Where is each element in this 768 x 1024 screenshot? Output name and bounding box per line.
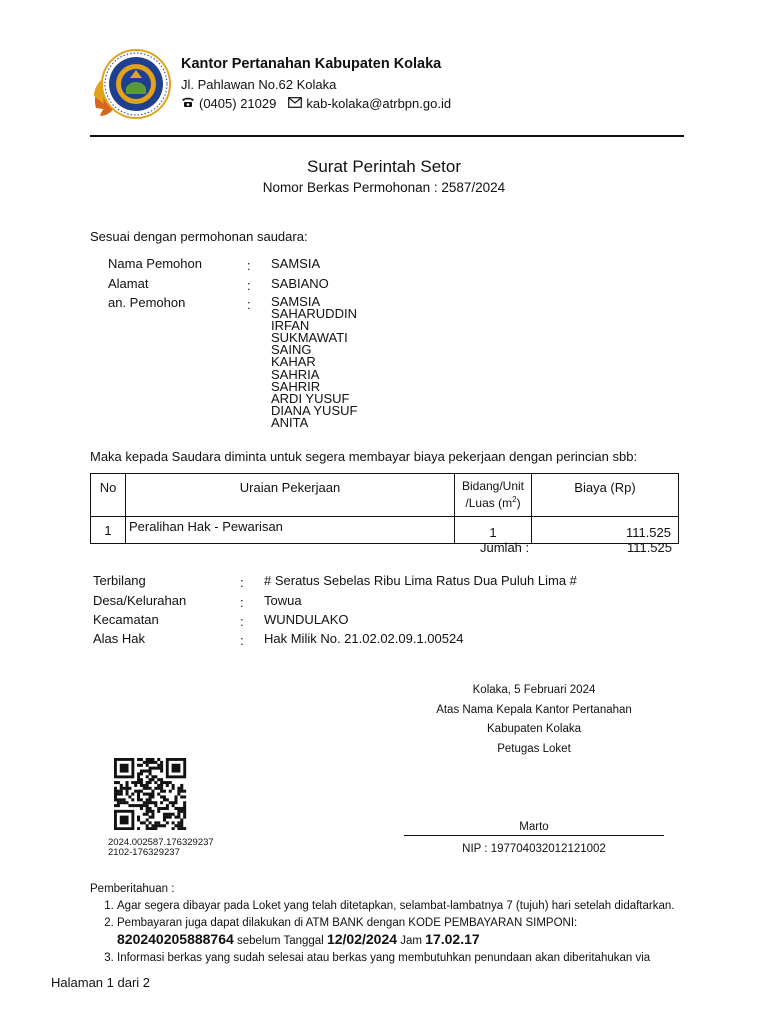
header-uraian: Uraian Pekerjaan bbox=[126, 474, 455, 517]
desa-label: Desa/Kelurahan bbox=[93, 593, 187, 608]
qr-code-line1: 2024.002587.176329237 bbox=[108, 837, 214, 848]
signatory-name: Marto bbox=[519, 821, 549, 833]
header-divider bbox=[90, 135, 684, 137]
row-biaya: 111.525 bbox=[532, 517, 679, 544]
office-contact bbox=[181, 96, 451, 111]
an-pemohon-name: SUKMAWATI bbox=[271, 330, 348, 346]
signatory-line2: Kabupaten Kolaka bbox=[487, 723, 581, 735]
jumlah-label: Jumlah : bbox=[480, 540, 530, 555]
intro-text: Sesuai dengan permohonan saudara: bbox=[90, 229, 308, 244]
signatory-line1: Atas Nama Kepala Kantor Pertanahan bbox=[436, 704, 632, 716]
email-link[interactable]: kab-kolaka@atrbpn.go.id bbox=[306, 96, 452, 111]
an-pemohon-name: SAHRIA bbox=[271, 366, 320, 382]
notice-item bbox=[117, 915, 697, 950]
colon: : bbox=[240, 595, 244, 610]
colon: : bbox=[247, 297, 251, 312]
signatory-nip: NIP : 197704032012121002 bbox=[462, 843, 606, 855]
header-bidang-line2: /Luas (m bbox=[465, 496, 513, 510]
an-pemohon-name: KAHAR bbox=[271, 354, 316, 370]
an-pemohon-label: an. Pemohon bbox=[108, 295, 186, 310]
alamat-label: Alamat bbox=[108, 276, 149, 291]
an-pemohon-name: SAHRIR bbox=[271, 378, 321, 394]
nama-pemohon-value: SAMSIA bbox=[271, 256, 321, 271]
place-date: Kolaka, 5 Februari 2024 bbox=[472, 684, 596, 696]
header-bidang-sup: 2 bbox=[512, 495, 517, 504]
before-label: sebelum Tanggal bbox=[237, 935, 324, 947]
phone-number: (0405) 21029 bbox=[199, 96, 277, 111]
colon: : bbox=[240, 633, 244, 648]
row-bidang: 1 bbox=[455, 517, 532, 544]
row-no: 1 bbox=[91, 517, 126, 544]
header-bidang-close: ) bbox=[516, 496, 521, 510]
payment-request-text: Maka kepada Saudara diminta untuk segera membayar biaya pekerjaan dengan perincian sbb: bbox=[90, 449, 638, 464]
colon: : bbox=[240, 575, 244, 590]
an-pemohon-name: ARDI YUSUF bbox=[271, 390, 350, 406]
notice-item-text: Informasi berkas yang sudah selesai atau berkas yang membutuhkan penundaan akan diberitahukan via bbox=[117, 951, 651, 964]
colon: : bbox=[247, 258, 251, 273]
desa-value: Towua bbox=[264, 593, 302, 608]
page-indicator: Halaman 1 dari 2 bbox=[51, 975, 150, 990]
due-date: 12/02/2024 bbox=[326, 931, 398, 947]
mail-icon bbox=[288, 96, 302, 111]
bpn-logo bbox=[90, 44, 174, 128]
document-title: Surat Perintah Setor bbox=[306, 157, 462, 176]
qr-code bbox=[112, 758, 188, 830]
notice-title: Pemberitahuan : bbox=[90, 883, 175, 895]
terbilang-value: # Seratus Sebelas Ribu Lima Ratus Dua Puluh Lima # bbox=[264, 573, 577, 588]
simponi-code: 820240205888764 bbox=[117, 931, 234, 947]
alas-hak-value: Hak Milik No. 21.02.02.09.1.00524 bbox=[264, 631, 464, 646]
colon: : bbox=[247, 278, 251, 293]
an-pemohon-name: ANITA bbox=[271, 414, 309, 430]
row-uraian: Peralihan Hak - Pewarisan bbox=[126, 517, 455, 544]
an-pemohon-name: IRFAN bbox=[271, 318, 310, 334]
signature-line bbox=[404, 835, 664, 836]
an-pemohon-name: SAMSIA bbox=[271, 294, 321, 309]
phone-icon bbox=[181, 96, 195, 111]
header-biaya: Biaya (Rp) bbox=[532, 474, 679, 517]
office-address: Jl. Pahlawan No.62 Kolaka bbox=[181, 77, 337, 92]
an-pemohon-name: DIANA YUSUF bbox=[271, 402, 358, 418]
notice-item bbox=[117, 898, 697, 915]
colon: : bbox=[240, 614, 244, 629]
alamat-value: SABIANO bbox=[271, 276, 329, 291]
jam-label: Jam bbox=[400, 935, 422, 947]
kecamatan-value: WUNDULAKO bbox=[264, 612, 349, 627]
notice-list bbox=[100, 898, 697, 966]
nama-pemohon-label: Nama Pemohon bbox=[108, 256, 202, 271]
due-time: 17.02.17 bbox=[425, 931, 480, 947]
work-table bbox=[90, 473, 679, 544]
terbilang-label: Terbilang bbox=[93, 573, 146, 588]
notice-item-text: Agar segera dibayar pada Loket yang telah ditetapkan, selambat-lambatnya 7 (tujuh) hari setelah didaftarkan. bbox=[117, 900, 675, 912]
notice-item-text: Pembayaran juga dapat dilakukan di ATM BANK dengan KODE PEMBAYARAN SIMPONI: bbox=[117, 916, 578, 929]
an-pemohon-name: SAHARUDDIN bbox=[271, 306, 357, 322]
application-number: Nomor Berkas Permohonan : 2587/2024 bbox=[262, 180, 506, 195]
table-header-row bbox=[91, 474, 679, 517]
signatory-line3: Petugas Loket bbox=[497, 743, 571, 755]
qr-code-text bbox=[108, 838, 214, 858]
qr-code-line2: 2102-176329237 bbox=[108, 847, 180, 858]
an-pemohon-list bbox=[271, 296, 357, 429]
header-bidang bbox=[455, 474, 532, 517]
header-bidang-line1: Bidang/Unit bbox=[461, 479, 525, 493]
header-no: No bbox=[91, 474, 126, 517]
notice-item bbox=[117, 950, 697, 967]
an-pemohon-name: SAING bbox=[271, 342, 312, 358]
jumlah-value: 111.525 bbox=[626, 540, 672, 555]
office-name: Kantor Pertanahan Kabupaten Kolaka bbox=[181, 56, 442, 72]
kecamatan-label: Kecamatan bbox=[93, 612, 159, 627]
alas-hak-label: Alas Hak bbox=[93, 631, 146, 646]
